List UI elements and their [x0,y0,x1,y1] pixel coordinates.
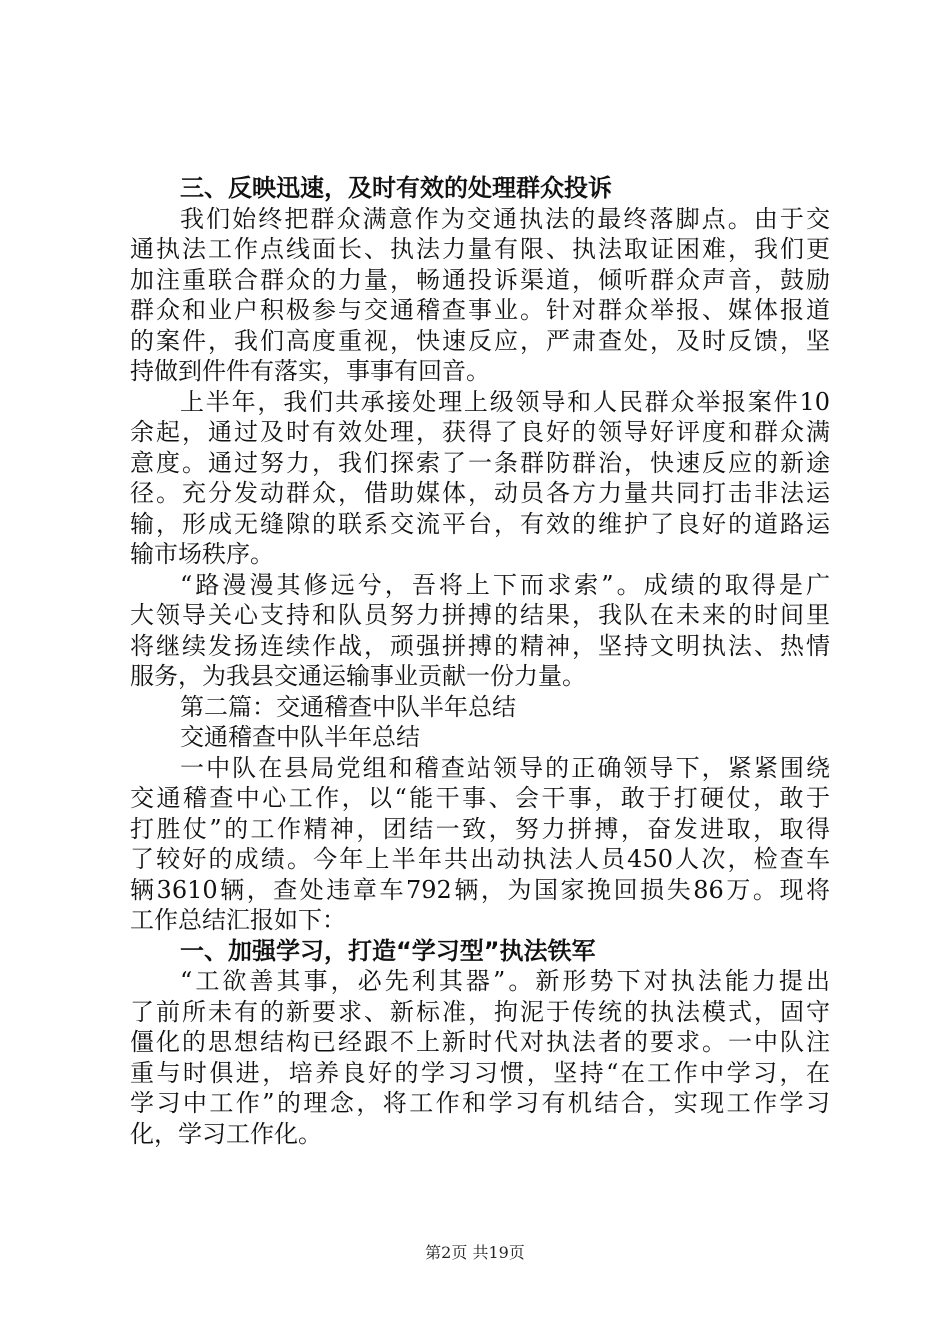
paragraph-line: 一中队在县局党组和稽查站领导的正确领导下，紧紧围绕 [180,753,830,782]
paragraph-line: 输，形成无缝隙的联系交流平台，有效的维护了良好的道路运 [130,509,830,538]
paragraph-line: 径。充分发动群众，借助媒体，动员各方力量共同打击非法运 [130,479,830,507]
paragraph-line: 的案件，我们高度重视，快速反应，严肃查处，及时反馈，坚 [130,326,830,355]
page-footer: 第2页 共19页 [425,1243,525,1262]
paragraph-line: 上半年，我们共承接处理上级领导和人民群众举报案件10 [180,387,830,416]
paragraph-line: 大领导关心支持和队员努力拼搏的结果，我队在未来的时间里 [130,601,830,629]
paragraph-line: 化，学习工作化。 [130,1119,322,1148]
paragraph-line: 余起，通过及时有效处理，获得了良好的领导好评度和群众满 [130,418,830,446]
paragraph-line: 学习中工作”的理念，将工作和学习有机结合，实现工作学习 [130,1089,830,1117]
paragraph-line: 群众和业户积极参与交通稽查事业。针对群众举报、媒体报道 [130,296,830,324]
paragraph-line: 持做到件件有落实，事事有回音。 [130,357,490,385]
paragraph-line: 输市场秩序。 [130,540,274,568]
paragraph-line: 了较好的成绩。今年上半年共出动执法人员450人次，检查车 [130,845,830,873]
paragraph-line: 打胜仗”的工作精神，团结一致，努力拼搏，奋发进取，取得 [130,814,830,843]
chapter-title: 第二篇：交通稽查中队半年总结 [180,692,516,721]
paragraph-line: 加注重联合群众的力量，畅通投诉渠道，倾听群众声音，鼓励 [130,265,830,294]
paragraph-line: 了前所未有的新要求、新标准，拘泥于传统的执法模式，固守 [130,997,830,1026]
paragraph-line: 辆3610辆，查处违章车792辆，为国家挽回损失86万。现将 [130,875,830,904]
paragraph-line: 我们始终把群众满意作为交通执法的最终落脚点。由于交 [180,204,830,233]
paragraph-line: 服务，为我县交通运输事业贡献一份力量。 [130,662,586,690]
paragraph-line: 通执法工作点线面长、执法力量有限、执法取证困难，我们更 [130,235,830,263]
section-heading: 一、加强学习，打造“学习型”执法铁军 [180,936,596,965]
paragraph-line: 意度。通过努力，我们探索了一条群防群治，快速反应的新途 [130,448,830,477]
paragraph-line: 僵化的思想结构已经跟不上新时代对执法者的要求。一中队注 [130,1028,830,1056]
paragraph-line: “路漫漫其修远兮，吾将上下而求索”。成绩的取得是广 [180,570,830,599]
paragraph-line: 交通稽查中心工作，以“能干事、会干事，敢于打硬仗，敢于 [130,784,830,812]
paragraph-line: “工欲善其事，必先利其器”。新形势下对执法能力提出 [180,967,830,995]
section-heading: 三、反映迅速，及时有效的处理群众投诉 [180,174,612,202]
paragraph-line: 工作总结汇报如下： [130,906,346,934]
document-title: 交通稽查中队半年总结 [180,723,420,751]
paragraph-line: 将继续发扬连续作战，顽强拼搏的精神，坚持文明执法、热情 [130,631,830,660]
paragraph-line: 重与时俱进，培养良好的学习习惯，坚持“在工作中学习，在 [130,1058,830,1087]
